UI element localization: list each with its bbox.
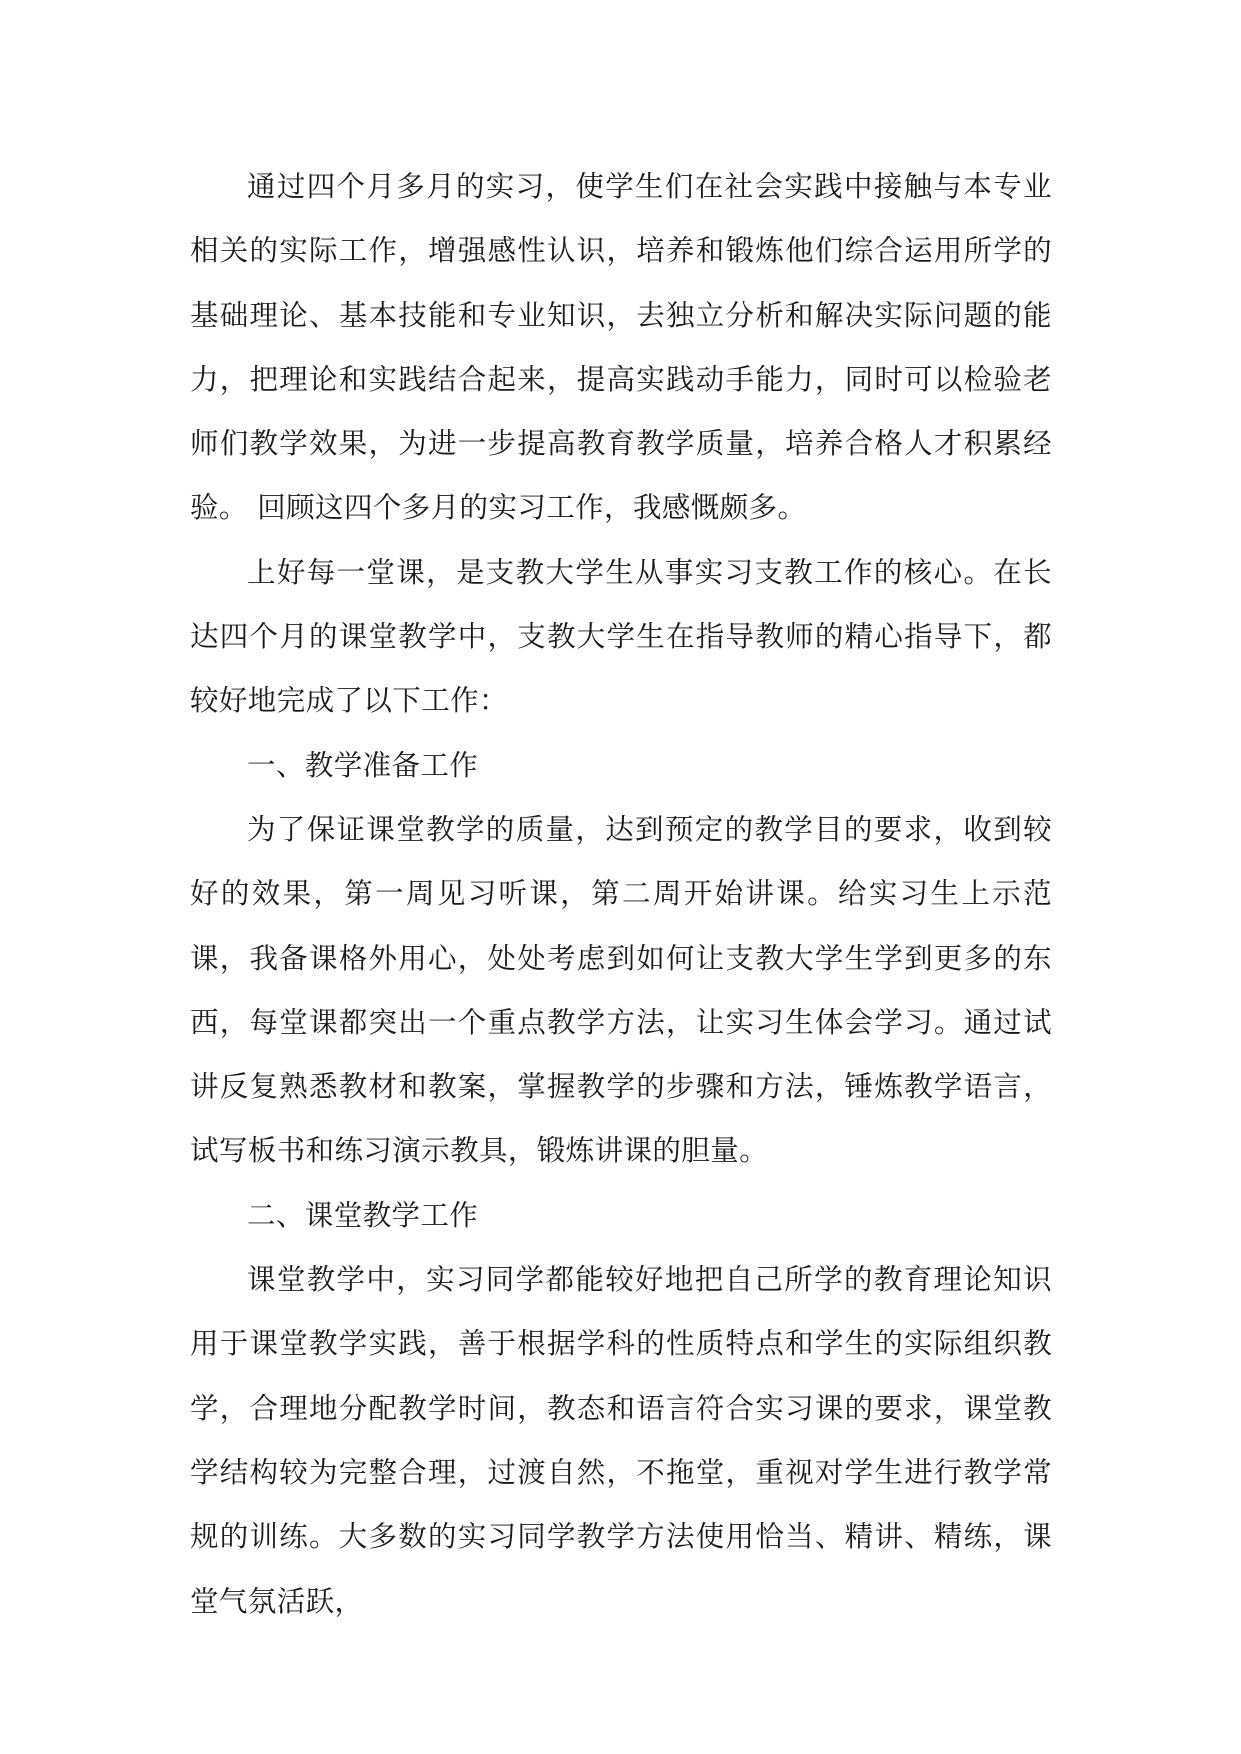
section-heading-preparation: 一、教学准备工作 <box>247 748 479 782</box>
document-body <box>190 155 1052 1634</box>
paragraph-preparation: 为了保证课堂教学的质量，达到预定的教学目的要求，收到较好的效果，第一周见习听课，第二周开始讲课。给实习生上示范课，我备课格外用心，处处考虑到如何让支教大学生学到更多的东西，每堂课都突出一个重点教学方法，让实习生体会学习。通过试讲反复熟悉教材和教案，掌握教学的步骤和方法，锤炼教学语言，试写板书和练习演示教具，锻炼讲课的胆量。 <box>190 812 1052 1168</box>
paragraph-internship-summary: 通过四个月多月的实习，使学生们在社会实践中接触与本专业相关的实际工作，增强感性认识，培养和锻炼他们综合运用所学的基础理论、基本技能和专业知识，去独立分析和解决实际问题的能力，把理论和实践结合起来，提高实践动手能力，同时可以检验老师们教学效果，为进一步提高教育教学质量，培养合格人才积累经验。 回顾这四个多月的实习工作，我感慨颇多。 <box>190 170 1052 525</box>
paragraph-teaching-core: 上好每一堂课，是支教大学生从事实习支教工作的核心。在长达四个月的课堂教学中，支教大学生在指导教师的精心指导下，都较好地完成了以下工作： <box>190 555 1052 718</box>
paragraph-classroom: 课堂教学中，实习同学都能较好地把自己所学的教育理论知识用于课堂教学实践，善于根据学科的性质特点和学生的实际组织教学，合理地分配教学时间，教态和语言符合实习课的要求，课堂教学结构较为完整合理，过渡自然，不拖堂，重视对学生进行教学常规的训练。大多数的实习同学教学方法使用恰当、精讲、精练，课堂气氛活跃， <box>190 1263 1052 1618</box>
section-heading-classroom: 二、课堂教学工作 <box>247 1198 479 1232</box>
